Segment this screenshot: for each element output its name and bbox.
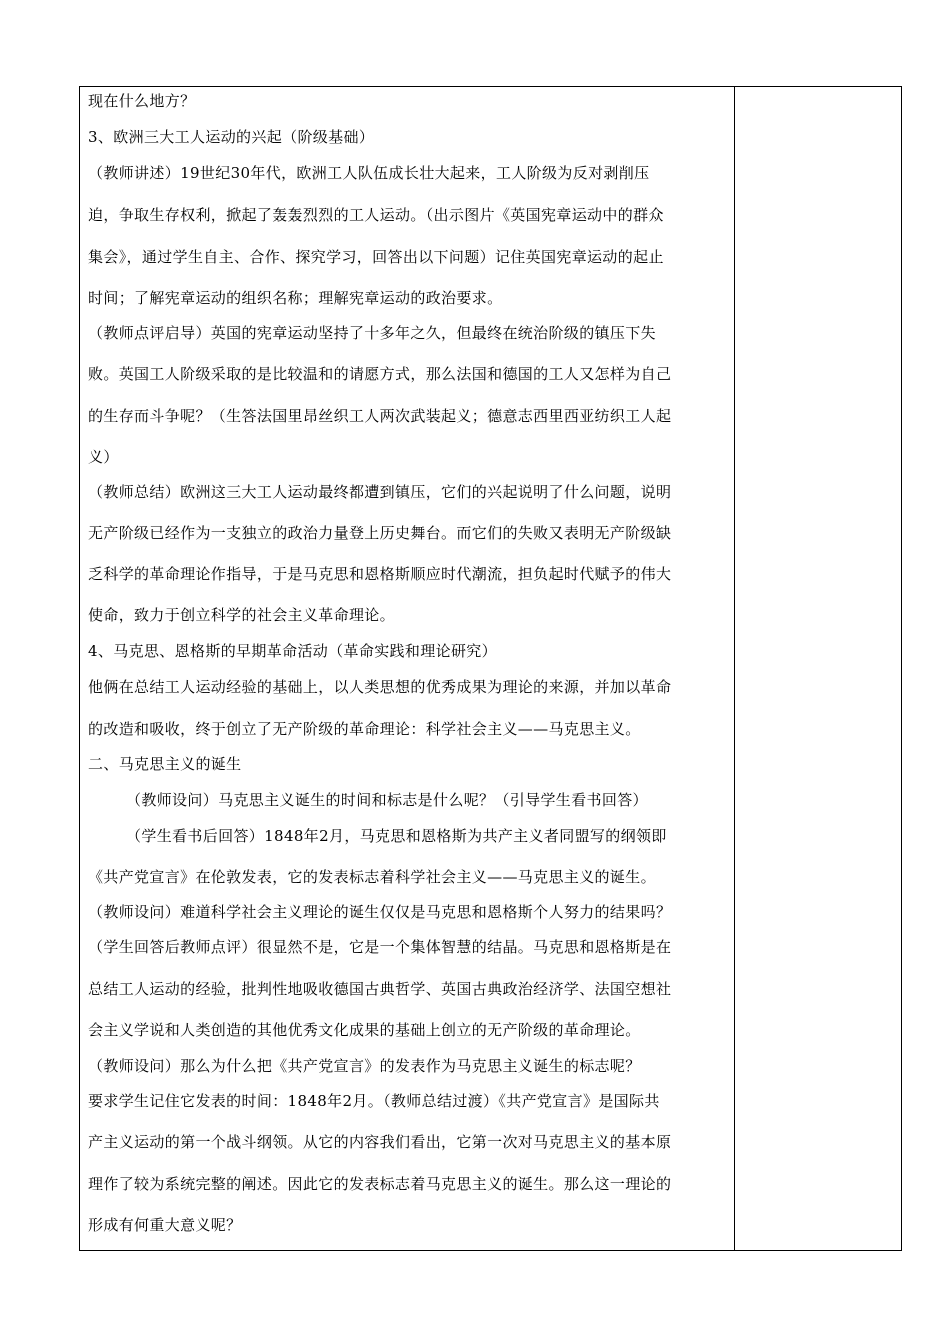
text-line: （教师设问）马克思主义诞生的时间和标志是什么呢？（引导学生看书回答） xyxy=(126,791,648,809)
text-line: 时间；了解宪章运动的组织名称；理解宪章运动的政治要求。 xyxy=(88,289,503,307)
text-line: 形成有何重大意义呢？ xyxy=(88,1216,242,1234)
text-line: 他俩在总结工人运动经验的基础上，以人类思想的优秀成果为理论的来源，并加以革命 xyxy=(88,678,672,696)
text-line: 理作了较为系统完整的阐述。因此它的发表标志着马克思主义的诞生。那么这一理论的 xyxy=(88,1175,672,1193)
text-line: （教师总结）欧洲这三大工人运动最终都遭到镇压，它们的兴起说明了什么问题，说明 xyxy=(88,483,672,501)
text-line: 会主义学说和人类创造的其他优秀文化成果的基础上创立的无产阶级的革命理论。 xyxy=(88,1021,641,1039)
section-heading: 4、马克思、恩格斯的早期革命活动（革命实践和理论研究） xyxy=(88,642,497,660)
text-line: 的改造和吸收，终于创立了无产阶级的革命理论：科学社会主义——马克思主义。 xyxy=(88,720,641,738)
lesson-content-cell xyxy=(80,87,735,1250)
text-line: 义） xyxy=(88,448,119,466)
text-line: 现在什么地方？ xyxy=(88,92,196,110)
text-line: （学生回答后教师点评）很显然不是，它是一个集体智慧的结晶。马克思和恩格斯是在 xyxy=(88,938,672,956)
text-line: 败。英国工人阶级采取的是比较温和的请愿方式，那么法国和德国的工人又怎样为自己 xyxy=(88,365,672,383)
text-line: （教师设问）难道科学社会主义理论的诞生仅仅是马克思和恩格斯个人努力的结果吗？ xyxy=(88,903,672,921)
text-line: 迫，争取生存权利，掀起了轰轰烈烈的工人运动。（出示图片《英国宪章运动中的群众 xyxy=(88,206,664,224)
text-line: （教师讲述）19世纪30年代，欧洲工人队伍成长壮大起来，工人阶级为反对剥削压 xyxy=(88,164,650,182)
text-line: 使命，致力于创立科学的社会主义革命理论。 xyxy=(88,606,396,624)
text-line: （教师设问）那么为什么把《共产党宣言》的发表作为马克思主义诞生的标志呢？ xyxy=(88,1057,641,1075)
text-line: 产主义运动的第一个战斗纲领。从它的内容我们看出，它第一次对马克思主义的基本原 xyxy=(88,1133,672,1151)
text-line: 集会》，通过学生自主、合作、探究学习，回答出以下问题）记住英国宪章运动的起止 xyxy=(88,248,664,266)
text-line: 《共产党宣言》在伦敦发表，它的发表标志着科学社会主义——马克思主义的诞生。 xyxy=(88,868,656,886)
text-line: 的生存而斗争呢？（生答法国里昂丝织工人两次武装起义；德意志西里西亚纺织工人起 xyxy=(88,407,672,425)
text-line: 总结工人运动的经验，批判性地吸收德国古典哲学、英国古典政治经济学、法国空想社 xyxy=(88,980,672,998)
text-line: 要求学生记住它发表的时间：1848年2月。（教师总结过渡）《共产党宣言》是国际共 xyxy=(88,1092,660,1110)
text-line: （学生看书后回答）1848年2月，马克思和恩格斯为共产主义者同盟写的纲领即 xyxy=(126,827,667,845)
section-heading: 3、欧洲三大工人运动的兴起（阶级基础） xyxy=(88,128,375,146)
section-heading: 二、马克思主义的诞生 xyxy=(88,755,242,773)
text-line: 乏科学的革命理论作指导，于是马克思和恩格斯顺应时代潮流，担负起时代赋予的伟大 xyxy=(88,565,672,583)
text-line: 无产阶级已经作为一支独立的政治力量登上历史舞台。而它们的失败又表明无产阶级缺 xyxy=(88,524,672,542)
text-line: （教师点评启导）英国的宪章运动坚持了十多年之久，但最终在统治阶级的镇压下失 xyxy=(88,324,656,342)
notes-cell xyxy=(735,87,901,1250)
lesson-plan-table xyxy=(79,86,902,1251)
